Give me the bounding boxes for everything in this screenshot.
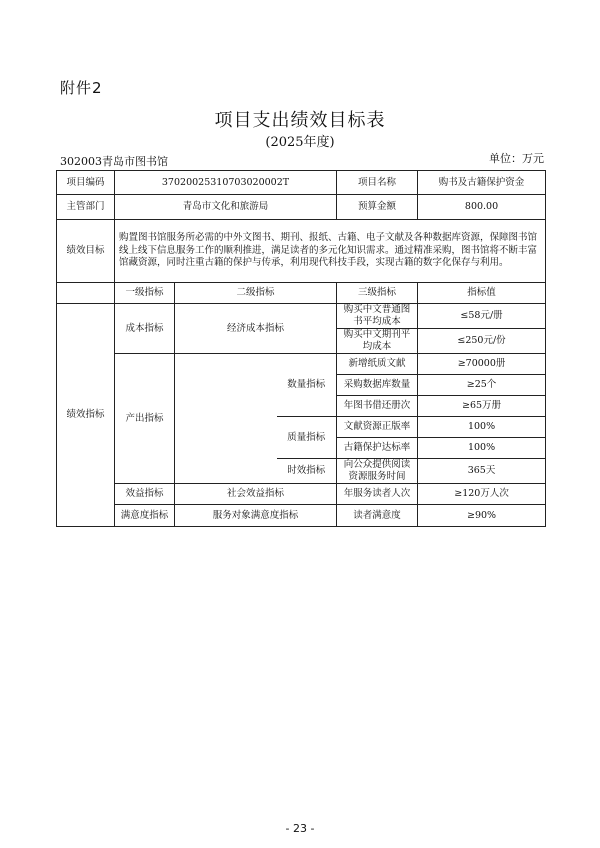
header-level3: 三级指标 [337,283,418,304]
name-label: 项目名称 [337,171,418,195]
quality-indicator: 质量指标 [277,417,337,459]
unit-label: 单位：万元 [489,152,544,165]
indicator-name: 向公众提供阅读资源服务时间 [337,459,418,484]
indicator-value: ≥90% [418,505,546,527]
indicator-name: 购买中文期刊平均成本 [337,329,418,354]
indicator-value: ≥25个 [418,375,546,396]
header-level2: 二级指标 [175,283,337,304]
code-label: 项目编码 [57,171,115,195]
unit-name: 302003青岛市图书馆 [60,155,168,168]
service-satisfaction-indicator: 服务对象满意度指标 [175,505,337,527]
indicator-name: 年服务读者人次 [337,484,418,505]
goal-value: 购置图书馆服务所必需的中外文图书、期刊、报纸、古籍、电子文献及各种数据库资源，保障图书馆线上线下信息服务工作的顺利推进，满足读者的多元化知识需求。通过精准采购，图书馆将不断丰富馆藏资源，同时注重古籍的保护与传承，利用现代科技手段，实现古籍的数字化保存与利用。 [115,220,546,283]
indicator-value: ≤58元/册 [418,304,546,329]
indicator-name: 购买中文普通图书平均成本 [337,304,418,329]
time-indicator: 时效指标 [277,459,337,484]
table-row [57,354,546,375]
table-header-row [57,283,546,304]
performance-target-table [56,170,546,527]
indicator-value: ≥120万人次 [418,484,546,505]
dept-label: 主管部门 [57,195,115,220]
budget-label: 预算金额 [337,195,418,220]
perf-indicator-label: 绩效指标 [57,304,115,527]
dept-value: 青岛市文化和旅游局 [115,195,337,220]
cost-indicator: 成本指标 [115,304,175,354]
indicator-value: ≤250元/份 [418,329,546,354]
indicator-name: 年图书借还册次 [337,396,418,417]
indicator-value: 365天 [418,459,546,484]
budget-value: 800.00 [418,195,546,220]
table-row [57,171,546,195]
header-level1: 一级指标 [115,283,175,304]
code-value: 37020025310703020002T [115,171,337,195]
table-row [57,505,546,527]
quantity-indicator: 数量指标 [277,354,337,417]
table-row [57,484,546,505]
attachment-label: 附件2 [60,79,103,97]
economic-cost-indicator: 经济成本指标 [175,304,337,354]
table-row [57,220,546,283]
name-value: 购书及古籍保护资金 [418,171,546,195]
indicator-name: 读者满意度 [337,505,418,527]
indicator-value: 100% [418,438,546,459]
page-number: - 23 - [285,822,315,835]
indicator-name: 古籍保护达标率 [337,438,418,459]
satisfaction-indicator: 满意度指标 [115,505,175,527]
output-blank-cell [175,354,277,484]
output-indicator: 产出指标 [115,354,175,484]
table-row [57,304,546,329]
indicator-value: ≥65万册 [418,396,546,417]
goal-label: 绩效目标 [57,220,115,283]
indicator-value: 100% [418,417,546,438]
benefit-indicator: 效益指标 [115,484,175,505]
page-title: 项目支出绩效目标表 [214,110,386,131]
table-row [57,195,546,220]
indicator-value: ≥70000册 [418,354,546,375]
indicator-name: 文献资源正版率 [337,417,418,438]
social-benefit-indicator: 社会效益指标 [175,484,337,505]
year-subtitle: (2025年度) [265,135,335,150]
header-value: 指标值 [418,283,546,304]
indicator-name: 新增纸质文献 [337,354,418,375]
indicator-name: 采购数据库数量 [337,375,418,396]
